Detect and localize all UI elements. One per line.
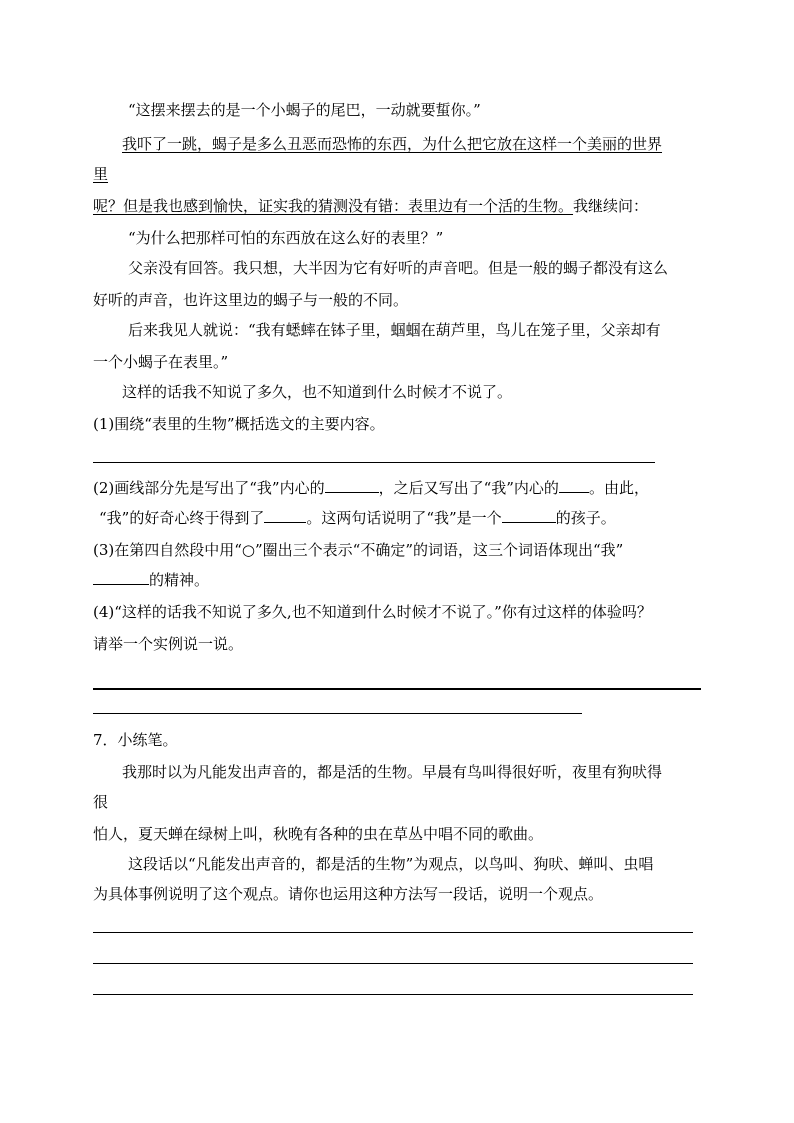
section-7-paragraph-line-2: 很 xyxy=(93,793,109,811)
blank-q2-1[interactable] xyxy=(325,478,379,493)
blank-q2-4[interactable] xyxy=(502,508,556,523)
answer-line-s7-1[interactable] xyxy=(93,932,693,933)
question-3-line-2 xyxy=(93,570,209,590)
question-2-text-e: 。这两句话说明了“我”是一个 xyxy=(306,509,502,527)
passage-continue-question: 我继续问： xyxy=(573,197,649,215)
passage-paragraph-4: “为什么把那样可怕的东西放在这么好的表里？” xyxy=(128,229,444,247)
section-7-heading: 7．小练笔。 xyxy=(93,731,178,749)
answer-line-q1[interactable] xyxy=(93,462,655,463)
answer-line-s7-3[interactable] xyxy=(93,994,693,995)
passage-paragraph-5-line-2: 好听的声音，也许这里边的蝎子与一般的不同。 xyxy=(93,291,409,309)
passage-paragraph-1: “这摆来摆去的是一个小蝎子的尾巴，一动就要蜇你。” xyxy=(128,101,481,119)
question-3-line-1: (3)在第四自然段中用“○”圈出三个表示“不确定”的词语，这三个词语体现出“我” xyxy=(93,541,624,559)
question-2-text-b: ，之后又写出了“我”内心的 xyxy=(378,479,559,497)
blank-q2-3[interactable] xyxy=(264,508,306,523)
question-2-text-f: 的孩子。 xyxy=(555,509,616,527)
question-1: (1)围绕“表里的生物”概括选文的主要内容。 xyxy=(93,415,385,433)
question-4-line-1: (4)“这样的话我不知说了多久,也不知道到什么时候才不说了。”你有过这样的体验吗？ xyxy=(93,603,652,621)
answer-line-q4-1[interactable] xyxy=(93,688,701,690)
passage-underlined-line-1: 我吓了一跳，蝎子是多么丑恶而恐怖的东西，为什么把它放在这样一个美丽的世界 xyxy=(122,135,663,153)
question-2-text-d: “我”的好奇心终于得到了 xyxy=(99,509,265,527)
section-7-paragraph-line-1: 我那时以为凡能发出声音的，都是活的生物。早晨有鸟叫得很好听，夜里有狗吠得 xyxy=(122,763,663,781)
question-2-text-a: (2)画线部分先是写出了“我”内心的 xyxy=(93,479,325,497)
passage-paragraph-6-line-2: 一个小蝎子在表里。” xyxy=(93,353,229,371)
passage-paragraph-3 xyxy=(93,196,648,216)
question-3-text-b: 的精神。 xyxy=(149,571,210,589)
section-7-paragraph-line-3: 怕人，夏天蝉在绿树上叫，秋晚有各种的虫在草丛中唱不同的歌曲。 xyxy=(93,825,544,843)
section-7-task-line-1: 这段话以“凡能发出声音的，都是活的生物”为观点，以鸟叫、狗吠、蝉叫、虫唱 xyxy=(128,855,654,873)
answer-line-s7-2[interactable] xyxy=(93,963,693,964)
section-7-task-line-2: 为具体事例说明了这个观点。请你也运用这种方法写一段话，说明一个观点。 xyxy=(93,885,604,903)
question-2-line-2 xyxy=(99,508,616,528)
question-2-text-c: 。由此， xyxy=(588,479,649,497)
passage-paragraph-5-line-1: 父亲没有回答。我只想，大半因为它有好听的声音吧。但是一般的蝎子都没有这么 xyxy=(128,259,669,277)
blank-q2-2[interactable] xyxy=(559,478,589,493)
question-4-line-2: 请举一个实例说一说。 xyxy=(93,635,244,653)
blank-q3-1[interactable] xyxy=(93,570,149,585)
passage-paragraph-7: 这样的话我不知说了多久，也不知道到什么时候才不说了。 xyxy=(122,383,513,401)
answer-line-q4-2[interactable] xyxy=(93,713,582,714)
question-2-line-1 xyxy=(93,478,649,498)
passage-underlined-line-3: 呢？但是我也感到愉快，证实我的猜测没有错：表里边有一个活的生物。 xyxy=(93,197,574,215)
passage-underlined-line-2: 里 xyxy=(93,165,109,183)
passage-paragraph-6-line-1: 后来我见人就说：“我有蟋蟀在钵子里，蝈蝈在葫芦里，鸟儿在笼子里，父亲却有 xyxy=(128,321,661,339)
